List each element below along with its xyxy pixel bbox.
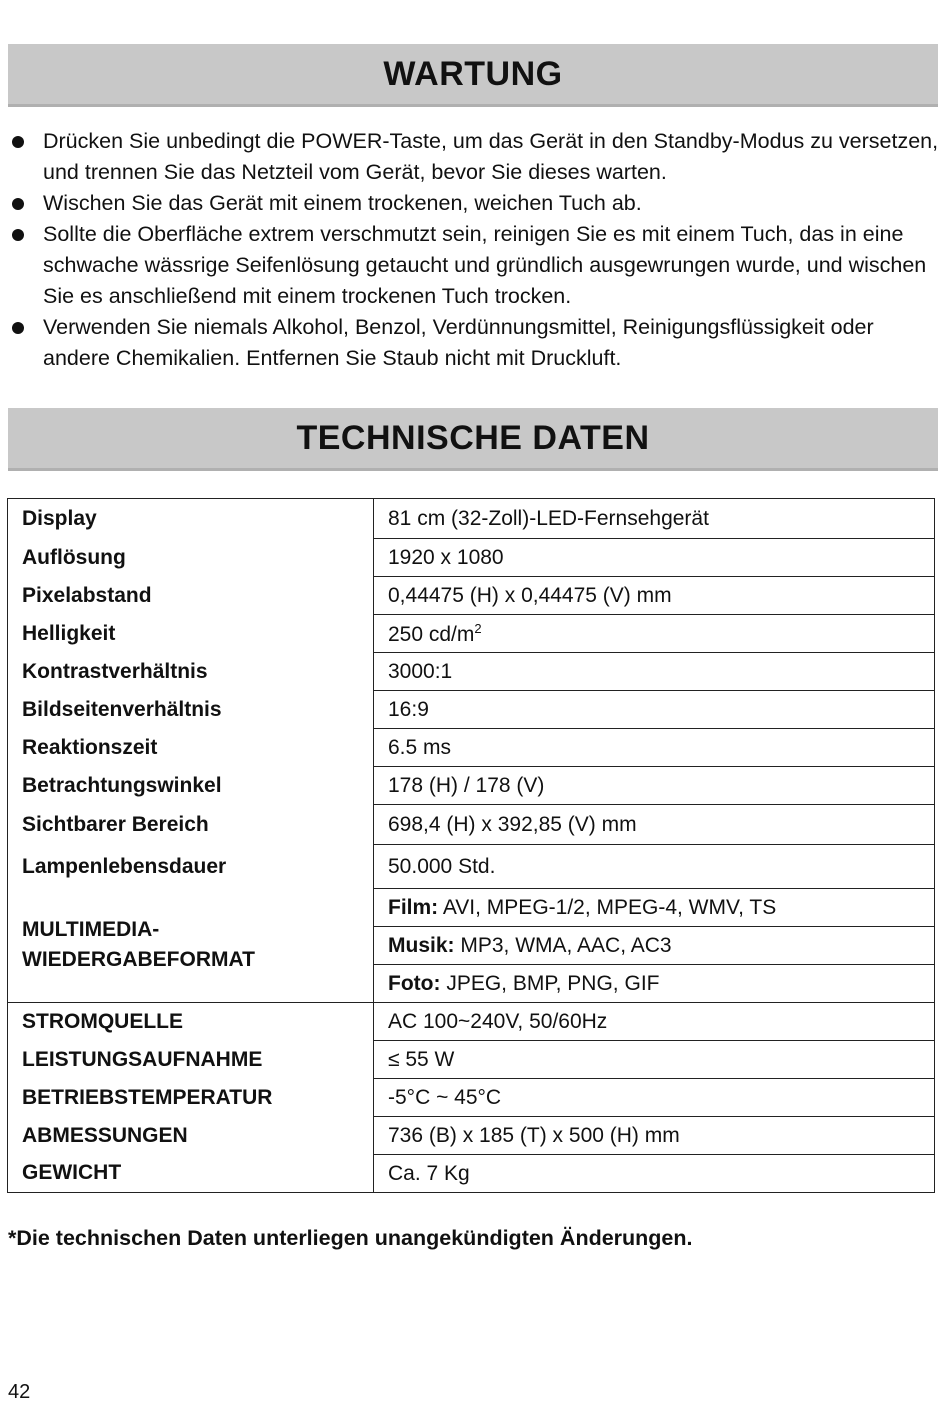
spec-value-cell [374,615,935,653]
spec-value: 178 (H) / 178 (V) [374,767,935,805]
multimedia-format-cell [374,965,935,1003]
list-item-text: Drücken Sie unbedingt die POWER-Taste, um das Gerät in den Standby-Modus zu versetzen, und trennen Sie das Netzteil vom Gerät, bevor Sie dieses warten. [43,129,939,184]
spec-label: Kontrastverhältnis [8,653,374,691]
multimedia-label-line2: WIEDERGABEFORMAT [22,948,255,972]
spec-label: Bildseitenverhältnis [8,691,374,729]
format-key: Foto: [388,971,441,995]
multimedia-format-cell [374,927,935,965]
table-row [8,889,935,927]
specs-title: TECHNISCHE DATEN [296,418,650,457]
spec-value-superscript: 2 [474,620,482,636]
spec-value: 250 cd/m [388,622,475,646]
table-row [8,729,935,767]
spec-label: Betrachtungswinkel [8,767,374,805]
list-item [8,219,944,312]
list-item [8,312,944,374]
spec-value: 698,4 (H) x 392,85 (V) mm [374,805,935,845]
bullet-icon [12,198,24,210]
spec-label: Lampenlebensdauer [8,845,374,889]
spec-value: ≤ 55 W [374,1041,935,1079]
spec-label: Reaktionszeit [8,729,374,767]
spec-value: 50.000 Std. [374,845,935,889]
spec-label: STROMQUELLE [8,1003,374,1041]
format-key: Film: [388,895,439,919]
spec-value: 736 (B) x 185 (T) x 500 (H) mm [374,1117,935,1155]
spec-value: -5°C ~ 45°C [374,1079,935,1117]
spec-value: 1920 x 1080 [374,539,935,577]
spec-label: Auflösung [8,539,374,577]
table-row [8,691,935,729]
footnote: *Die technischen Daten unterliegen unangekündigten Änderungen. [8,1226,693,1250]
spec-value: 81 cm (32-Zoll)-LED-Fernsehgerät [374,499,935,539]
spec-value: 16:9 [374,691,935,729]
table-row [8,1003,935,1041]
multimedia-format-cell [374,889,935,927]
spec-label: Display [8,499,374,539]
spec-value: AC 100~240V, 50/60Hz [374,1003,935,1041]
table-row [8,499,935,539]
bullet-icon [12,322,24,334]
table-row [8,767,935,805]
table-row [8,653,935,691]
table-row [8,1155,935,1193]
bullet-icon [12,229,24,241]
spec-label: LEISTUNGSAUFNAHME [8,1041,374,1079]
table-row [8,577,935,615]
table-row [8,539,935,577]
spec-label: BETRIEBSTEMPERATUR [8,1079,374,1117]
multimedia-label-line1: MULTIMEDIA- [22,918,160,942]
format-key: Musik: [388,933,455,957]
list-item-text: Sollte die Oberfläche extrem verschmutzt sein, reinigen Sie es mit einem Tuch, das in eine schwache wässrige Seifenlösung getaucht und gründlich ausgewrungen wurde, und wischen Sie es anschließend mit einem trockenen Tuch trocken. [43,222,927,308]
format-value: AVI, MPEG-1/2, MPEG-4, WMV, TS [438,895,777,919]
table-row [8,1117,935,1155]
maintenance-list [8,126,944,374]
table-row [8,1041,935,1079]
spec-label: Sichtbarer Bereich [8,805,374,845]
spec-value: 3000:1 [374,653,935,691]
list-item-text: Verwenden Sie niemals Alkohol, Benzol, Verdünnungsmittel, Reinigungsflüssigkeit oder andere Chemikalien. Entfernen Sie Staub nicht mit Druckluft. [43,315,874,370]
list-item-text: Wischen Sie das Gerät mit einem trockenen, weichen Tuch ab. [43,191,642,215]
specs-table [7,498,935,1193]
spec-label: GEWICHT [8,1155,374,1193]
specs-heading [8,408,938,471]
format-value: MP3, WMA, AAC, AC3 [454,933,672,957]
list-item [8,188,944,219]
table-row [8,615,935,653]
format-value: JPEG, BMP, PNG, GIF [440,971,660,995]
table-row [8,805,935,845]
spec-value: 0,44475 (H) x 0,44475 (V) mm [374,577,935,615]
spec-value: 6.5 ms [374,729,935,767]
table-row [8,1079,935,1117]
spec-value: Ca. 7 Kg [388,1161,470,1185]
multimedia-label [8,889,374,1003]
maintenance-heading [8,44,938,107]
spec-label: ABMESSUNGEN [8,1117,374,1155]
maintenance-title: WARTUNG [383,54,563,93]
list-item [8,126,944,188]
bullet-icon [12,136,24,148]
table-row [8,845,935,889]
spec-label: Pixelabstand [8,577,374,615]
page-number: 42 [8,1381,31,1403]
spec-label: Helligkeit [8,615,374,653]
